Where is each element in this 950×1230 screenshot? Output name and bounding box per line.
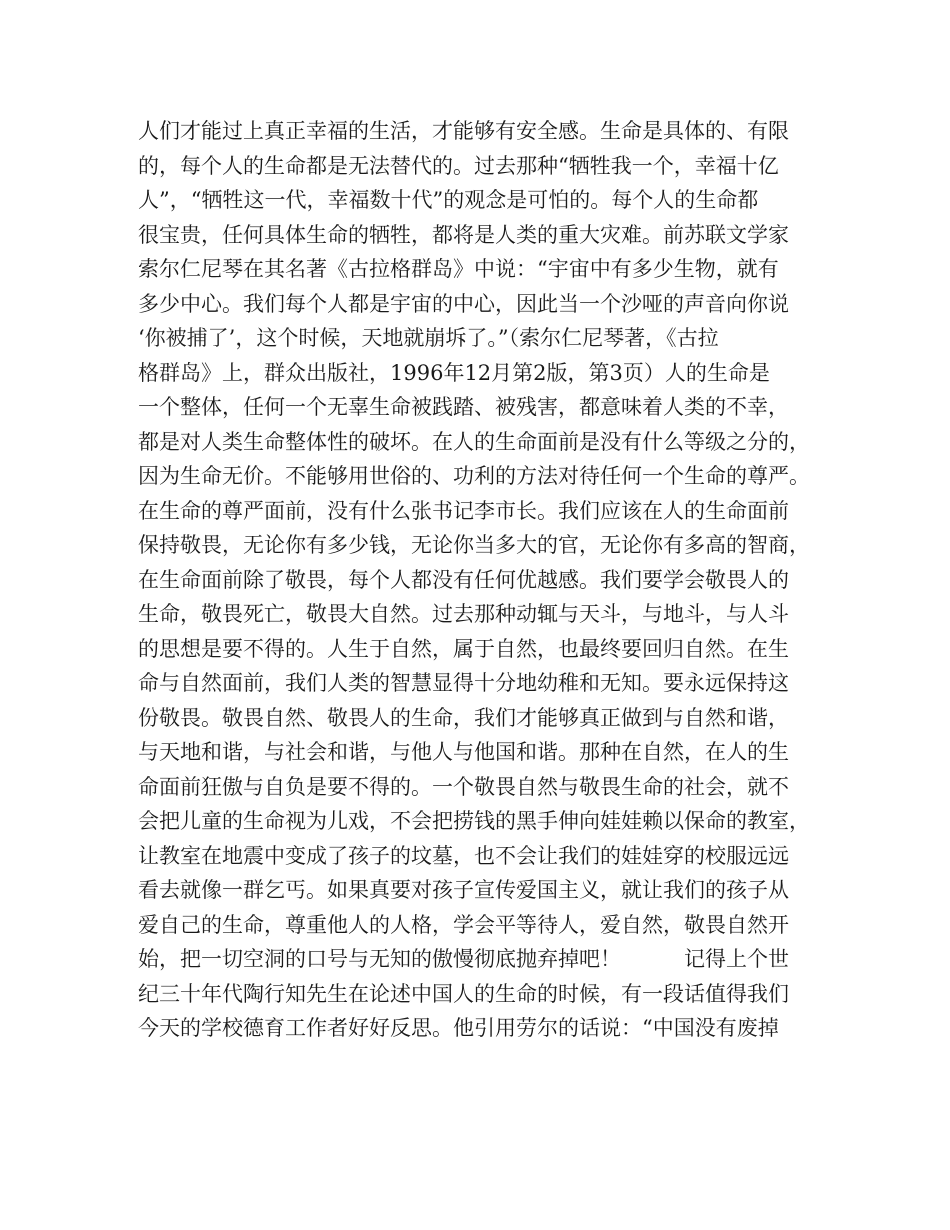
text-line: 很宝贵，任何具体生命的牺牲，都将是人类的重大灾难。前苏联文学家: [138, 222, 789, 247]
text-line: 与天地和谐，与社会和谐，与他人与他国和谐。那种在自然，在人的生: [138, 740, 789, 764]
text-line: 纪三十年代陶行知先生在论述中国人的生命的时候，有一段话值得我们: [138, 981, 789, 1006]
text-line: 因为生命无价。不能够用世俗的、功利的方法对待任何一个生命的尊严。: [138, 464, 810, 488]
text-line: 在生命面前除了敬畏，每个人都没有任何优越感。我们要学会敬畏人的: [138, 567, 789, 592]
text-line: 人”，“牺牲这一代，幸福数十代”的观念是可怕的。每个人的生命都: [138, 188, 759, 212]
text-line: 多少中心。我们每个人都是宇宙的中心，因此当一个沙哑的声音向你说: [138, 291, 789, 316]
text-line: ‘你被捕了’，这个时候，天地就崩坼了。”（索尔仁尼琴著，《古拉: [138, 326, 719, 350]
text-line: 一个整体，任何一个无辜生命被践踏、被残害，都意味着人类的不幸，: [138, 395, 789, 419]
text-line: 让教室在地震中变成了孩子的坟墓，也不会让我们的娃娃穿的校服远远: [138, 843, 789, 868]
text-line: 会把儿童的生命视为儿戏，不会把捞钱的黑手伸向娃娃赖以保命的教室，: [138, 809, 810, 833]
text-line: 保持敬畏，无论你有多少钱，无论你当多大的官，无论你有多高的智商，: [138, 533, 810, 557]
text-line: 始，把一切空洞的口号与无知的傲慢彻底抛弃掉吧！ 记得上个世: [138, 947, 789, 971]
text-line: 今天的学校德育工作者好好反思。他引用劳尔的话说：“中国没有废掉: [138, 1016, 779, 1040]
text-line: 的思想是要不得的。人生于自然，属于自然，也最终要回归自然。在生: [138, 636, 789, 661]
text-line: 在生命的尊严面前，没有什么张书记李市长。我们应该在人的生命面前: [138, 498, 789, 523]
text-line: 看去就像一群乞丐。如果真要对孩子宣传爱国主义，就让我们的孩子从: [138, 878, 789, 902]
body-text: [138, 114, 818, 1046]
text-line: 格群岛》上，群众出版社，1996年12月第2版，第3页）人的生命是: [138, 360, 770, 385]
text-line: 份敬畏。敬畏自然、敬畏人的生命，我们才能够真正做到与自然和谐，: [138, 705, 789, 730]
text-line: 索尔仁尼琴在其名著《古拉格群岛》中说：“宇宙中有多少生物，就有: [138, 257, 779, 281]
text-line: 爱自己的生命，尊重他人的人格，学会平等待人，爱自然，敬畏自然开: [138, 912, 789, 937]
text-line: 命面前狂傲与自负是要不得的。一个敬畏自然与敬畏生命的社会，就不: [138, 774, 789, 799]
text-line: 生命，敬畏死亡，敬畏大自然。过去那种动辄与天斗，与地斗，与人斗: [138, 602, 789, 626]
text-line: 的，每个人的生命都是无法替代的。过去那种“牺牲我一个，幸福十亿: [138, 153, 779, 178]
text-line: 都是对人类生命整体性的破坏。在人的生命面前是没有什么等级之分的，: [138, 429, 810, 454]
text-line: 命与自然面前，我们人类的智慧显得十分地幼稚和无知。要永远保持这: [138, 671, 789, 695]
text-line: 人们才能过上真正幸福的生活，才能够有安全感。生命是具体的、有限: [138, 119, 789, 143]
